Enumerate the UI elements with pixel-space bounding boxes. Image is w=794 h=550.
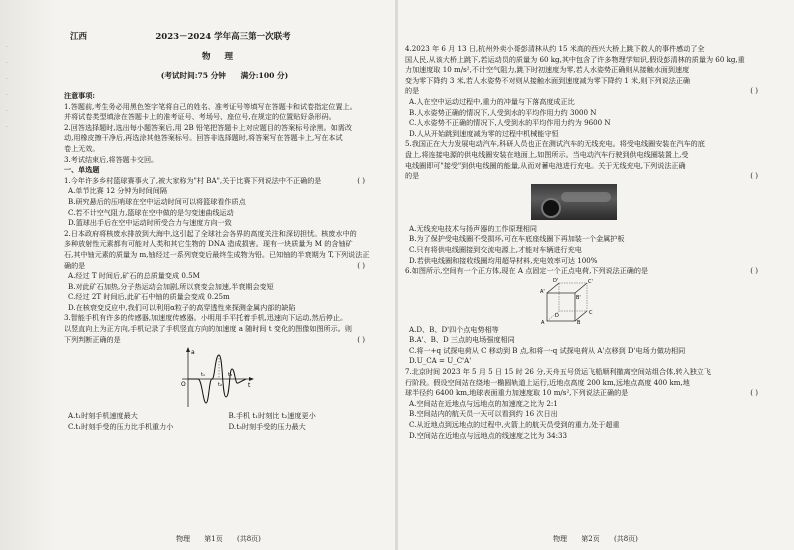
option-a: A.D、B、D'四个点电势相等 [409, 324, 499, 334]
question-stem-line [64, 335, 385, 346]
acceleration-graph-figure [64, 345, 385, 411]
full-score: 满分:100 分) [240, 71, 289, 80]
options-row [64, 411, 385, 422]
question-4 [405, 44, 778, 139]
stem-text: 确的是 [64, 260, 86, 270]
answer-paren: ( ) [750, 86, 758, 96]
subject-title: 物理 [201, 52, 247, 62]
question-stem-line [405, 266, 778, 277]
vertex-label: C [589, 309, 593, 316]
t3-label: t₃ [228, 372, 232, 379]
question-3 [64, 313, 385, 432]
option-b: B.手机 t₁时刻比 t₂速度更小 [228, 411, 316, 421]
binding-edge-marks: · · · · · · [6, 44, 8, 131]
page-footer [397, 534, 794, 544]
notes-title: 注意事项: [64, 91, 95, 100]
exam-page-2 [397, 0, 794, 550]
question-2 [64, 229, 385, 314]
footer-subject: 物理 [553, 535, 568, 543]
option-a: A.t₁时刻手机速度最大 [68, 411, 138, 421]
question-stem-line: 电线圈即可"接受"到供电线圈的能量,从而对蓄电池进行充电。关于无线充电,下列说法正确 [405, 160, 686, 170]
option-c: C.人水姿势不正确的情况下,人受到水的平均作用力约为 9600 N [409, 118, 611, 128]
option-d: D.U_CA = U_C'A' [409, 356, 472, 366]
exam-title: 2023－2024 学年高三第一次联考 [155, 32, 291, 42]
option-a: A.经过 T 时间后,矿石的总质量变成 0.5M [68, 271, 200, 281]
question-7 [405, 367, 778, 441]
footer-page: 第1页 [204, 535, 223, 543]
car-photo [531, 184, 617, 220]
question-stem-line: 4.2023 年 6 月 13 日,杭州外卖小哥彭清林从约 15 米高的西兴大桥上跳下救人的事件感动了全 [405, 44, 705, 53]
a-axis-label: a [191, 349, 195, 357]
t-axis-label: t [248, 382, 251, 390]
option-a: A.无线充电技术与扬声器的工作原理相同 [409, 223, 537, 233]
stem-text: 下列判断正确的是 [64, 334, 121, 344]
notes-block [64, 102, 385, 166]
vertex-label: A [541, 319, 545, 325]
question-stem-line [405, 86, 778, 97]
question-stem-line: 盘上,将连接电源的供电线圈安装在地面上,如图所示。当电动汽车行驶到供电线圈装置上,受 [405, 149, 689, 159]
question-stem-line [405, 171, 778, 182]
option-c: C.只有将供电线圈接到交流电源上,才能对车辆进行充电 [409, 244, 582, 254]
option-d: D.若供电线圈和接收线圈均用超导材料,充电效率可达 100% [409, 255, 598, 265]
footer-total: (共8页) [237, 535, 261, 543]
option-c: C.将一+q 试探电荷从 C 移动到 B 点,和将一-q 试探电荷从 A'点移到 D'电场力做功相同 [409, 345, 686, 355]
question-6 [405, 266, 778, 367]
page-header [70, 30, 379, 42]
option-a: A.单节比赛 12 分钟为时间间隔 [68, 186, 167, 196]
footer-total: (共8页) [614, 535, 638, 543]
region-label: 江西 [70, 32, 88, 42]
option-b: B.空间站内的航天员一天可以看到约 16 次日出 [409, 409, 558, 419]
a-axis-arrow [186, 347, 190, 352]
car-body-highlight [561, 192, 611, 202]
answer-paren: ( ) [750, 388, 758, 398]
note-line: 2.回答选择题时,选出每小题答案后,用 2B 铅笔把答题卡上对应题目的答案标号涂黑。如需改 [64, 122, 352, 132]
question-stem-line: 2.日本政府将核废水排放到大海中,这引起了全球社会各界的高度关注和深切担忧。核废水中的 [64, 228, 357, 238]
question-stem-line: 行阶段。假设空间站在绕地一椭圆轨道上运行,近地点高度 200 km,远地点高度 400 km,地 [405, 377, 690, 387]
answer-paren: ( ) [357, 334, 365, 344]
exam-time: (考试时间:75 分钟 [160, 71, 226, 80]
question-5 [405, 139, 778, 266]
option-b: B.人水姿势正确的情况下,人受到水的平均作用力约 3000 N [409, 107, 597, 117]
question-stem-line [64, 261, 385, 272]
question-stem-line: 石,其中铀元素的质量为 m,铀经过一系列衰变后最终生成物为铅。已知铀的半衰期为 T,下列说法正 [64, 249, 370, 259]
question-stem-line: 3.智能手机有许多的传感器,加速度传感器。小明用手平托着手机,迅速向下运动,然后停止。 [64, 313, 348, 323]
answer-paren: ( ) [750, 171, 758, 181]
cube-back-face [559, 283, 587, 311]
answer-paren: ( ) [750, 266, 758, 276]
option-b: B.为了保护受电线圈不受损坏,可在车底座线圈下再加装一个金属护板 [409, 234, 625, 244]
vertex-label: A' [540, 288, 545, 295]
note-line: 动,用橡皮擦干净后,再选涂其他答案标号。回答非选择题时,将答案写在答题卡上,写在本试 [64, 133, 343, 143]
stem-text: 的是 [405, 86, 420, 96]
option-d: D.人从开始跳到速度减为零的过程中机械能守恒 [409, 128, 559, 138]
option-d: D.空间站在近地点与远地点的线速度之比为 34:33 [409, 430, 568, 440]
cube-edge [547, 283, 559, 293]
footer-page: 第2页 [581, 535, 600, 543]
vertex-label: D [555, 312, 559, 319]
vertex-label: B [577, 319, 581, 325]
option-a: A.空间站在近地点与远地点的加速度之比为 2:1 [409, 398, 558, 408]
option-a: A.人在空中运动过程中,重力的冲量与下落高度成正比 [409, 96, 575, 106]
option-d: D.在核衰变反应中,我们可以利用α粒子的高穿透性来探测金属内部的缺陷 [68, 302, 296, 312]
option-c: C.若不计空气阻力,篮球在空中做的是匀变速曲线运动 [68, 207, 234, 217]
option-b: B.研究悬后的压哨球在空中运动时间可以将篮球看作质点 [68, 196, 246, 206]
question-stem-line: 力加速度取 10 m/s²,不计空气阻力,跳下时初速度为零,若人水姿势正确则从接触水面到速度 [405, 65, 690, 75]
option-d: D.篮球出手后在空中运动时所受合力与速度方向一致 [68, 218, 232, 228]
page-footer [0, 534, 397, 544]
question-stem-line: 5.我国正在大力发展电动汽车,科研人员也正在测试汽车的无线充电。将受电线圈安装在汽车的底 [405, 139, 705, 149]
question-stem-line: 变为零下降约 3 米,若人水姿势不对则从接触水面到速度减为零下降约 1 米,则下列说法正确 [405, 75, 691, 85]
stem-text: 6.如图所示,空间有一个正方体,现在 A 点固定一个正点电荷,下列说法正确的是 [405, 266, 649, 276]
answer-paren: ( ) [357, 260, 365, 270]
vertex-label: D' [553, 277, 559, 284]
answer-paren: ( ) [357, 175, 365, 185]
t1-label: t₁ [201, 372, 205, 379]
t2-label: t₂ [218, 382, 222, 389]
question-stem-line [405, 388, 778, 399]
t-axis-arrow [249, 377, 254, 381]
option-c: C.t₁时刻手受的压力比手机重力小 [68, 421, 174, 431]
note-line: 1.答题前,考生务必用黑色签字笔将自己的姓名、准考证号等填写在答题卡和试卷指定位置上。 [64, 101, 357, 111]
option-b: B.A'、B、D 三点的电场强度相同 [409, 335, 515, 345]
car-wheel [541, 198, 561, 218]
question-stem-line: 以竖直向上为正方向,手机记录了手机竖直方向的加速度 a 随时间 t 变化的图像如图所示。则 [64, 324, 352, 334]
stem-text: 球半径约 6400 km,地球表面重力加速度取 10 m/s²,下列说法正确的是 [405, 388, 629, 398]
cube-edge [575, 283, 587, 293]
question-1 [64, 176, 385, 229]
note-line: 卷上无效。 [64, 143, 100, 153]
option-c: C.从近地点到远地点的过程中,火箭上的航天员受到的重力,处于超重 [409, 420, 620, 430]
section-heading: 一、单选题 [64, 165, 100, 175]
note-line: 并将试卷类型填涂在答题卡上的准考证号、考场号、座位号,在规定的位置贴好条形码。 [64, 112, 336, 122]
option-d: D.t₃时刻手受的压力最大 [228, 421, 306, 431]
cube-figure [405, 277, 778, 325]
cube-diagram [539, 277, 599, 325]
question-stem-line: 7.北京时间 2023 年 5 月 5 日 15 时 26 分,天舟五号货运飞船顺利撤离空间站组合体,转入独立飞 [405, 367, 711, 377]
option-b: B.对此矿石加热,分子热运动会加剧,所以衰变会加速,半衰期会变短 [68, 281, 274, 291]
vertex-label: C' [588, 278, 593, 285]
footer-subject: 物理 [176, 535, 191, 543]
option-c: C.经过 2T 时间后,此矿石中铀的质量会变成 0.25m [68, 292, 230, 302]
note-line: 3.考试结束后,将答题卡交回。 [64, 154, 159, 164]
stem-text: 1.今年许多乡村篮球赛事火了,被大家称为"村 BA",关于比赛下列说法中不正确的是 [64, 175, 322, 185]
options-row [64, 422, 385, 433]
question-stem [64, 176, 385, 187]
vertex-label: B' [576, 294, 581, 301]
exam-info [64, 70, 385, 81]
question-stem-line: 国人民,从该大桥上跳下,若运动员的质量为 60 kg,其中包含了许多物理学知识,假设彭清林的质量为 60 kg,重 [405, 54, 745, 64]
stem-text: 的是 [405, 171, 420, 181]
origin-label: O [181, 381, 186, 389]
cube-front-face [547, 293, 575, 321]
acceleration-time-graph [176, 345, 256, 411]
question-stem-line: 多种放射性元素都有可能对人类和其它生物的 DNA 造成损害。现有一块质量为 M 的含铀矿 [64, 239, 353, 249]
